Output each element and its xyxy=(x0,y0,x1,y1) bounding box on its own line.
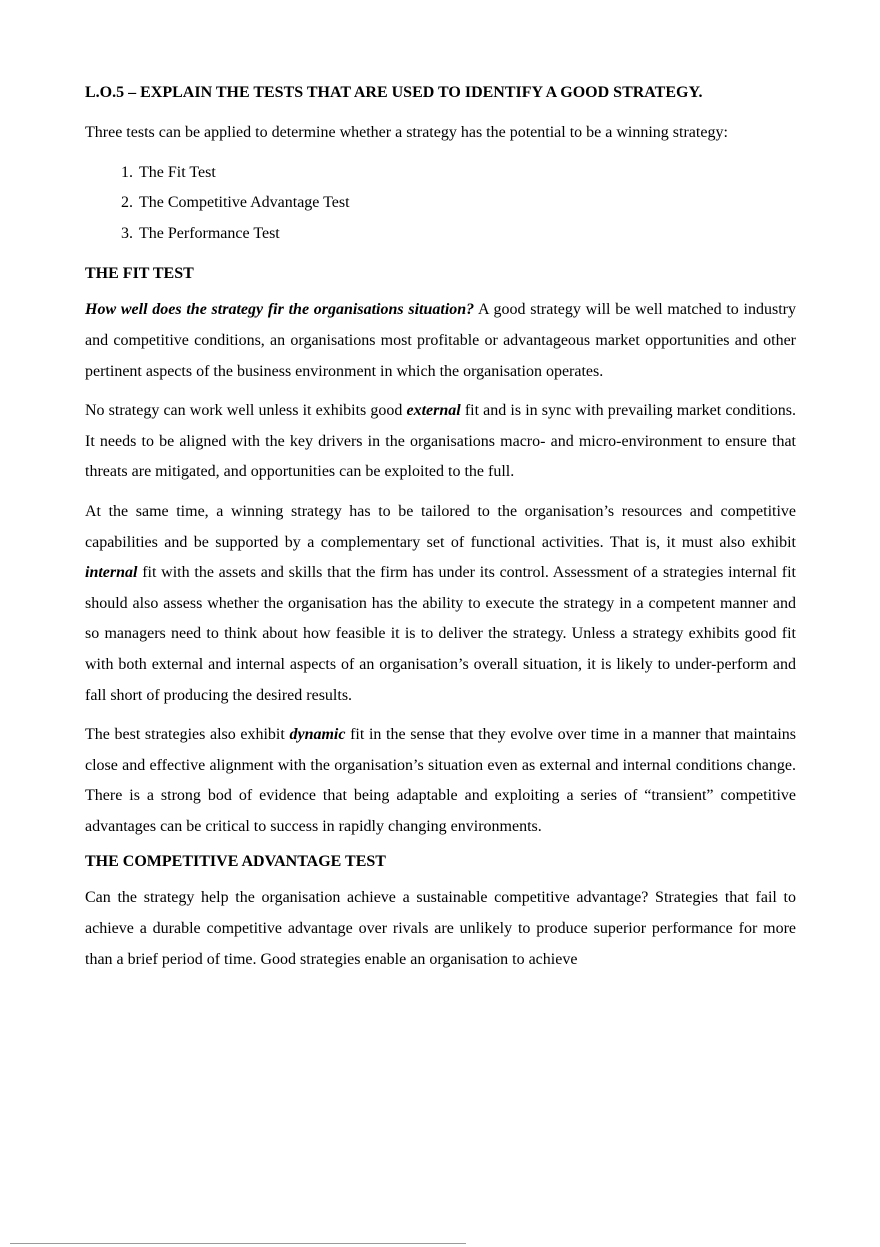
competitive-advantage-heading: THE COMPETITIVE ADVANTAGE TEST xyxy=(85,853,386,871)
fit-question: How well does the strategy fir the organisations situation? xyxy=(85,301,475,319)
paragraph-text: At the same time, a winning strategy has to be tailored to the organisation’s resources and competitive capabilities and be supported by a complementary set of functional activities. That is, it must also exhibit xyxy=(85,502,796,551)
paragraph-text: fit in the sense that they evolve over time in a manner that maintains close and effective alignment with the organisation’s situation even as external and internal conditions change. There is a strong bod of evidence that being adaptable and exploiting a series of “transient” competitive advantages can be critical to success in rapidly changing environments. xyxy=(85,726,797,835)
paragraph-text: fit and is in sync with prevailing market conditions. It needs to be aligned with the key drivers in the organisations macro- and micro-environment to ensure that threats are mitigated, and opportunities can be exploited to the full. xyxy=(85,402,796,481)
list-item: 3. The Performance Test xyxy=(137,219,796,250)
document-page xyxy=(85,82,796,984)
paragraph-text: The best strategies also exhibit xyxy=(85,726,290,744)
paragraph-text: A good strategy will be well matched to industry and competitive conditions, an organisations most profitable or advantageous market opportunities and other pertinent aspects of the business environment in which the organisation operates. xyxy=(85,301,796,380)
fit-test-paragraph-2 xyxy=(85,396,796,488)
fit-test-paragraph-4 xyxy=(85,720,796,842)
footnote-divider xyxy=(10,1243,466,1244)
fit-test-paragraph-1 xyxy=(85,295,796,387)
fit-test-paragraph-3 xyxy=(85,497,796,711)
competitive-advantage-paragraph-1: Can the strategy help the organisation achieve a sustainable competitive advantage? Strategies that fail to achieve a durable competitive advantage over rivals are unlikely to produce superior performance for more than a brief period of time. Good strategies enable an organisation to achieve xyxy=(85,889,796,968)
list-item: 1. The Fit Test xyxy=(137,158,796,189)
emphasis-internal: internal xyxy=(85,564,138,582)
paragraph-text: No strategy can work well unless it exhibits good xyxy=(85,402,407,420)
paragraph-text: fit with the assets and skills that the firm has under its control. Assessment of a strategies internal fit should also assess whether the organisation has the ability to execute the strategy in a competent manner and so managers need to think about how feasible it is to deliver the strategy. Unless a strategy exhibits good fit with both external and internal aspects of an organisation’s overall situation, it is likely to under-perform and fall short of producing the desired results. xyxy=(85,564,796,704)
page-title: L.O.5 – EXPLAIN THE TESTS THAT ARE USED TO IDENTIFY A GOOD STRATEGY. xyxy=(85,84,703,101)
fit-test-heading: THE FIT TEST xyxy=(85,265,194,283)
list-item: 2. The Competitive Advantage Test xyxy=(137,188,796,219)
tests-list xyxy=(85,158,796,250)
intro-paragraph: Three tests can be applied to determine whether a strategy has the potential to be a winning strategy: xyxy=(85,124,728,141)
emphasis-dynamic: dynamic xyxy=(289,726,346,744)
emphasis-external: external xyxy=(406,402,461,420)
